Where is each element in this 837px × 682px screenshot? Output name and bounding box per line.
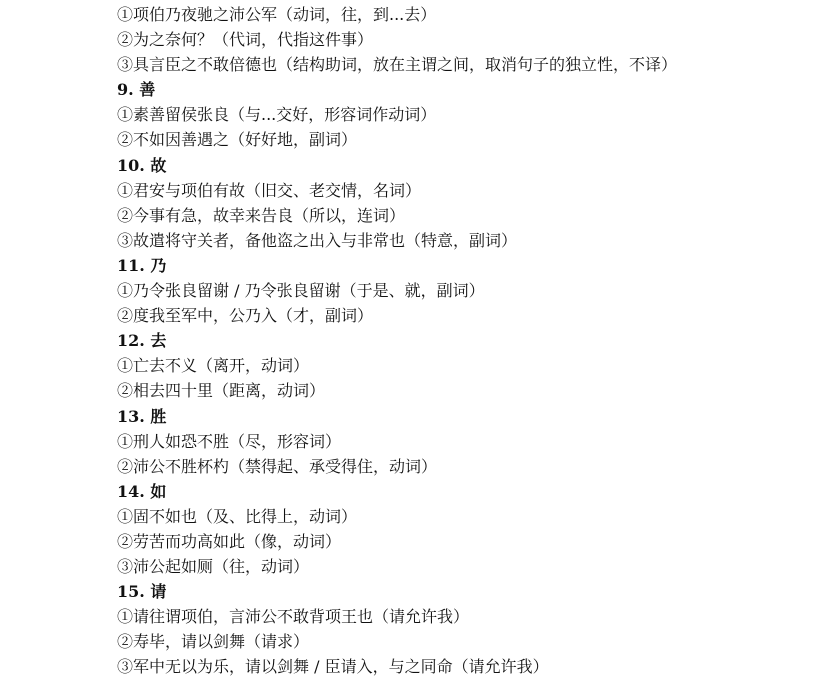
list-item: ②相去四十里（距离，动词） <box>117 381 326 401</box>
section-heading: 10. 故 <box>117 155 167 175</box>
list-item: ②度我至军中，公乃入（才，副词） <box>117 306 374 326</box>
list-item: ③沛公起如厕（往，动词） <box>117 557 310 577</box>
section-heading: 11. 乃 <box>117 255 167 275</box>
list-item: ②不如因善遇之（好好地，副词） <box>117 130 358 150</box>
list-item: ①刑人如恐不胜（尽，形容词） <box>117 431 342 451</box>
list-item: ③具言臣之不敢倍德也（结构助词，放在主谓之间，取消句子的独立性，不译） <box>117 55 678 75</box>
section-heading: 14. 如 <box>117 481 167 501</box>
list-item: ②为之奈何？（代词，代指这件事） <box>117 30 374 50</box>
list-item: ①固不如也（及、比得上，动词） <box>117 506 358 526</box>
list-item: ①亡去不义（离开，动词） <box>117 356 310 376</box>
list-item: ③故遣将守关者，备他盗之出入与非常也（特意，副词） <box>117 230 518 250</box>
section-heading: 15. 请 <box>117 582 167 602</box>
list-item: ②寿毕，请以剑舞（请求） <box>117 632 310 652</box>
list-item: ①项伯乃夜驰之沛公军（动词，往，到...去） <box>117 5 437 24</box>
list-item: ②今事有急，故幸来告良（所以，连词） <box>117 205 406 225</box>
list-item: ①请往谓项伯，言沛公不敢背项王也（请允许我） <box>117 607 470 627</box>
list-item: ①素善留侯张良（与...交好，形容词作动词） <box>117 105 437 125</box>
section-heading: 13. 胜 <box>117 406 167 426</box>
list-item: ①君安与项伯有故（旧交、老交情，名词） <box>117 180 422 200</box>
list-item: ③军中无以为乐，请以剑舞 / 臣请入，与之同命（请允许我） <box>117 657 549 677</box>
document-body <box>117 2 827 680</box>
list-item: ①乃令张良留谢 / 乃令张良留谢（于是、就，副词） <box>117 281 485 301</box>
list-item: ②劳苦而功高如此（像，动词） <box>117 531 342 551</box>
section-heading: 9. 善 <box>117 80 156 100</box>
list-item: ②沛公不胜杯杓（禁得起、承受得住，动词） <box>117 456 438 476</box>
section-heading: 12. 去 <box>117 331 167 351</box>
